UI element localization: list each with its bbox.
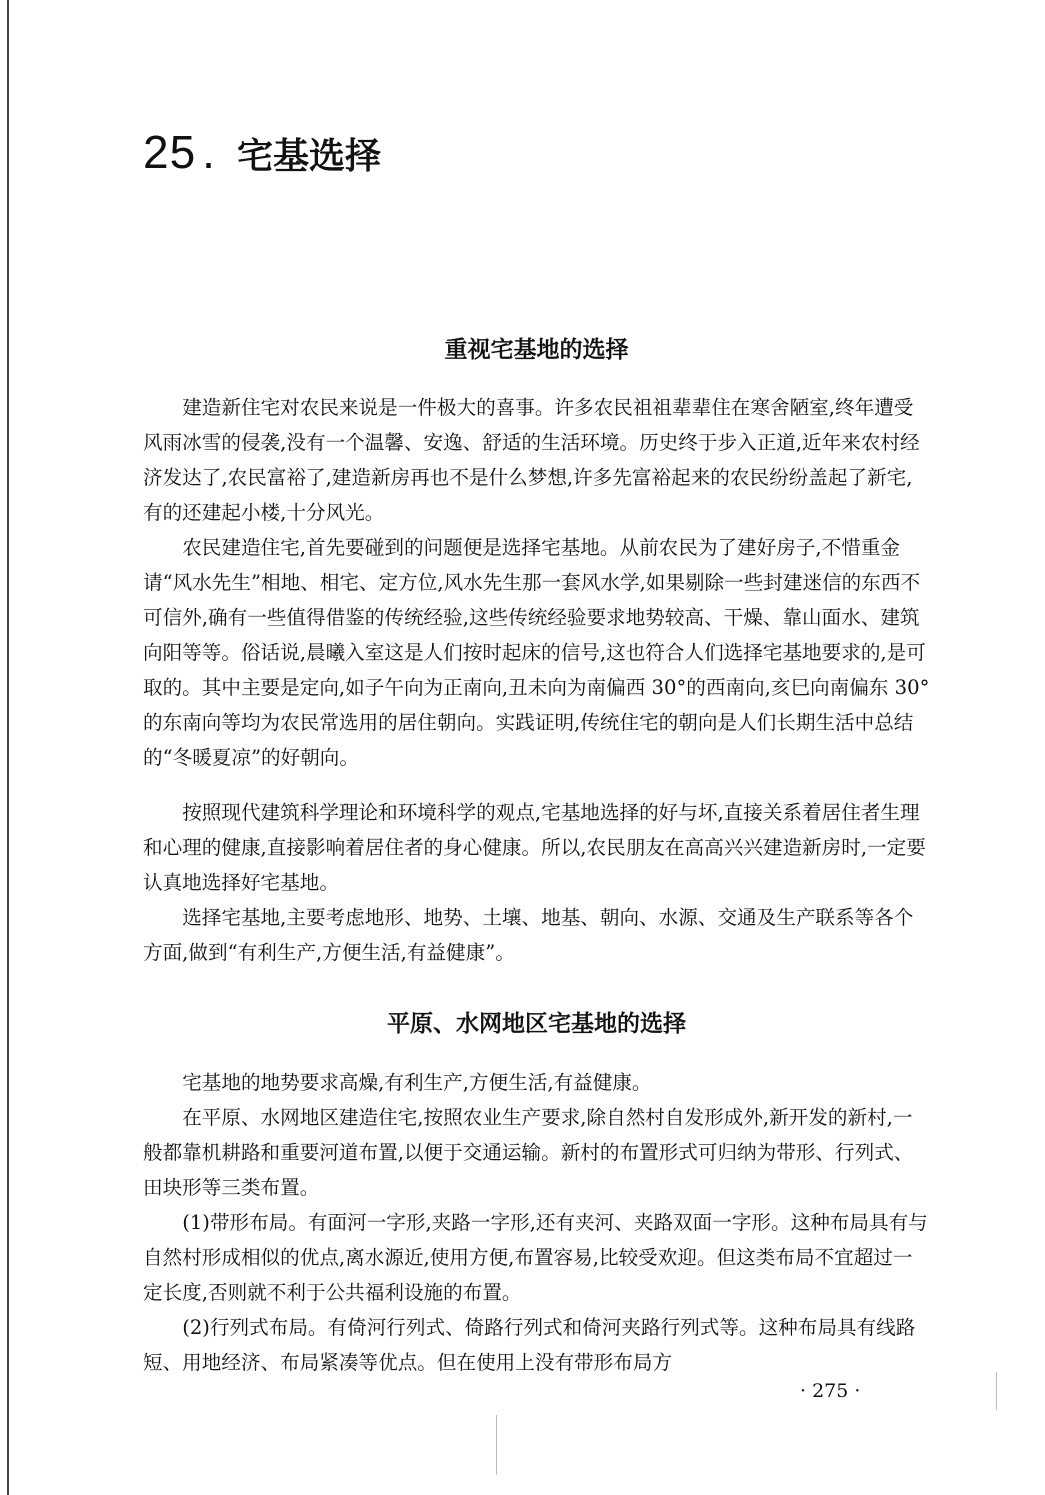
paragraph: 建造新住宅对农民来说是一件极大的喜事。许多农民祖祖辈辈住在寒舍陋室,终年遭受风雨冰雪的侵袭,没有一个温馨、安逸、舒适的生活环境。历史终于步入正道,近年来农村经济发达了,农民富裕了,建造新房再也不是什么梦想,许多先富裕起来的农民纷纷盖起了新宅,有的还建起小楼,十分风光。 xyxy=(143,396,920,524)
section-heading-2: 平原、水网地区宅基地的选择 xyxy=(387,1011,686,1037)
page-number: · 275 · xyxy=(800,1380,861,1402)
paragraph: 农民建造住宅,首先要碰到的问题便是选择宅基地。从前农民为了建好房子,不惜重金请“风水先生”相地、相宅、定方位,风水先生那一套风水学,如果剔除一些封建迷信的东西不可信外,确有一些值得借鉴的传统经验,这些传统经验要求地势较高、干燥、靠山面水、建筑向阳等等。俗话说,晨曦入室这是人们按时起床的信号,这也符合人们选择宅基地要求的,是可取的。其中主要是定向,如子午向为正南向,丑未向为南偏西 30°的西南向,亥巳向南偏东 30°的东南向等均为农民常选用的居住朝向。实践证明,传统住宅的朝向是人们长期生活中总结的“冬暖夏凉”的好朝向。 xyxy=(143,536,930,769)
paragraph: (2)行列式布局。有倚河行列式、倚路行列式和倚河夹路行列式等。这种布局具有线路短、用地经济、布局紧凑等优点。但在使用上没有带形布局方 xyxy=(143,1316,916,1374)
paragraph: 在平原、水网地区建造住宅,按照农业生产要求,除自然村自发形成外,新开发的新村,一般都靠机耕路和重要河道布置,以便于交通运输。新村的布置形式可归纳为带形、行列式、田块形等三类布置。 xyxy=(143,1106,914,1199)
scan-speck xyxy=(496,1415,497,1475)
chapter-title: 宅基选择 xyxy=(236,136,381,177)
chapter-number-dot: . xyxy=(202,126,215,178)
section-heading-1: 重视宅基地的选择 xyxy=(444,337,629,363)
page-edge-line xyxy=(7,0,9,1495)
paragraph: 按照现代建筑科学理论和环境科学的观点,宅基地选择的好与坏,直接关系着居住者生理和心理的健康,直接影响着居住者的身心健康。所以,农民朋友在高高兴兴建造新房时,一定要认真地选择好宅基地。 xyxy=(143,801,926,894)
paragraph: (1)带形布局。有面河一字形,夹路一字形,还有夹河、夹路双面一字形。这种布局具有与自然村形成相似的优点,离水源近,使用方便,布置容易,比较受欢迎。但这类布局不宜超过一定长度,否则就不利于公共福利设施的布置。 xyxy=(143,1211,928,1304)
chapter-number: 25 xyxy=(143,126,197,178)
paragraph: 宅基地的地势要求高燥,有利生产,方便生活,有益健康。 xyxy=(182,1071,652,1094)
paragraph: 选择宅基地,主要考虑地形、地势、土壤、地基、朝向、水源、交通及生产联系等各个方面,做到“有利生产,方便生活,有益健康”。 xyxy=(143,906,914,964)
chapter-heading xyxy=(143,125,381,179)
scan-speck xyxy=(996,1372,997,1410)
